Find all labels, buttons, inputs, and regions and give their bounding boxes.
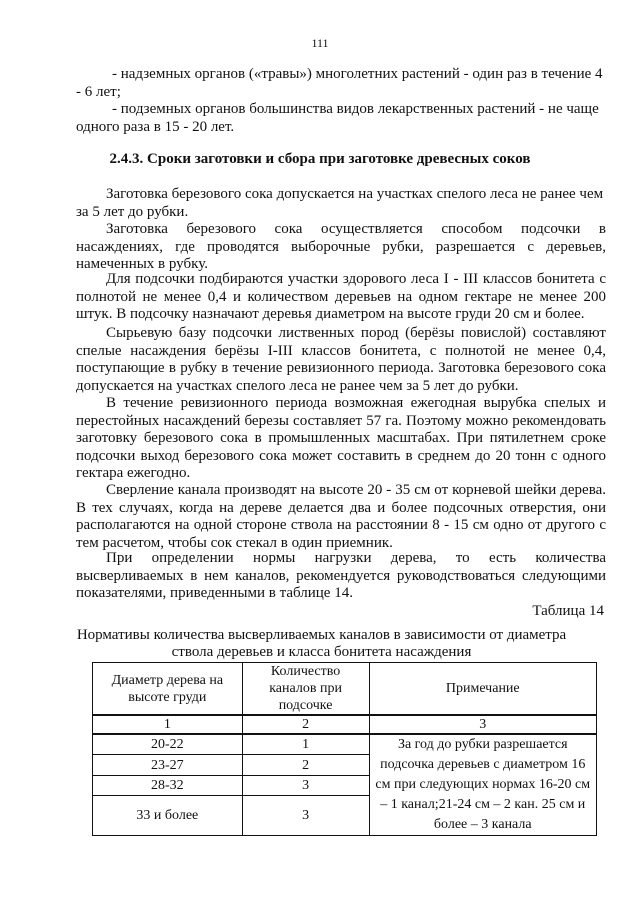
paragraph-3: Для подсочки подбираются участки здорового леса I - III классов бонитета с полнотой не менее 0,4 и количеством деревьев на одном гектаре не менее 200 штук. В подсочку назначают деревья диаметром на высоте груди 20 см и более. xyxy=(76,271,606,322)
table-row xyxy=(93,734,597,755)
table-title-line-2: ствола деревьев и класса бонитета насаждения xyxy=(171,644,472,660)
paragraph-4: Сырьевую базу подсочки лиственных пород (берёзы повислой) составляют спелые насаждения берёзы I-III классов бонитета, с полнотой не менее 0,4, поступающие в рубку в течение ревизионного периода. Заготовка березового сока допускается на участках спелого леса не ранее чем за 5 лет до рубки. xyxy=(76,325,606,394)
header-note: Примечание xyxy=(369,663,597,716)
table-title-line-1: Нормативы количества высверливаемых каналов в зависимости от диаметра xyxy=(76,627,567,643)
table-header-row xyxy=(93,663,597,716)
cell-channels: 3 xyxy=(242,796,369,836)
paragraph-1: Заготовка березового сока допускается на участках спелого леса не ранее чем за 5 лет до рубки. xyxy=(76,186,604,220)
header-channels: Количество каналов при подсочке xyxy=(242,663,369,716)
table-caption: Таблица 14 xyxy=(532,603,604,619)
section-heading: 2.4.3. Сроки заготовки и сбора при заготовке древесных соков xyxy=(109,151,531,167)
cell-note: За год до рубки разрешается подсочка деревьев с диаметром 16 см при следующих нормах 16-20 см – 1 канал;21-24 см – 2 кан. 25 см и более – 3 канала xyxy=(369,734,597,836)
list-item-underground: - подземных органов большинства видов лекарственных растений - не чаще одного раза в 15 - 20 лет. xyxy=(76,101,599,135)
cell-diameter: 28-32 xyxy=(93,775,243,795)
cell-channels: 2 xyxy=(242,755,369,775)
column-number: 3 xyxy=(369,715,597,734)
list-item-above-ground: - надземных органов («травы») многолетних растений - один раз в течение 4 - 6 лет; xyxy=(76,66,603,100)
cell-diameter: 20-22 xyxy=(93,734,243,755)
paragraph-6: Сверление канала производят на высоте 20 - 35 см от корневой шейки дерева. В тех случаях, когда на дереве делается два и более подсочных отверстия, они располагаются на одной стороне ствола на расстоянии 8 - 15 см одно от другого с тем расчетом, чтобы сок стекал в один приемник. xyxy=(76,482,606,551)
table-title xyxy=(0,627,640,661)
cell-diameter: 33 и более xyxy=(93,796,243,836)
column-number-row xyxy=(93,715,597,734)
paragraph-7: При определении нормы нагрузки дерева, то есть количества высверливаемых в нем каналов, рекомендуется руководствоваться следующими показателями, приведенными в таблице 14. xyxy=(76,550,606,601)
cell-diameter: 23-27 xyxy=(93,755,243,775)
header-diameter: Диаметр дерева на высоте груди xyxy=(93,663,243,716)
page-number: 111 xyxy=(311,36,329,50)
norms-table xyxy=(92,662,597,836)
paragraph-2: Заготовка березового сока осуществляется способом подсочки в насаждениях, где проводятся выборочные рубки, разрешается с деревьев, намеченных в рубку. xyxy=(76,221,606,272)
column-number: 1 xyxy=(93,715,243,734)
column-number: 2 xyxy=(242,715,369,734)
cell-channels: 3 xyxy=(242,775,369,795)
cell-channels: 1 xyxy=(242,734,369,755)
paragraph-5: В течение ревизионного периода возможная ежегодная вырубка спелых и перестойных насаждений березы составляет 57 га. Поэтому можно рекомендовать заготовку березового сока в промышленных масштабах. При пятилетнем сроке подсочки выход березового сока может составить в среднем до 20 тонн с одного гектара ежегодно. xyxy=(76,395,606,481)
